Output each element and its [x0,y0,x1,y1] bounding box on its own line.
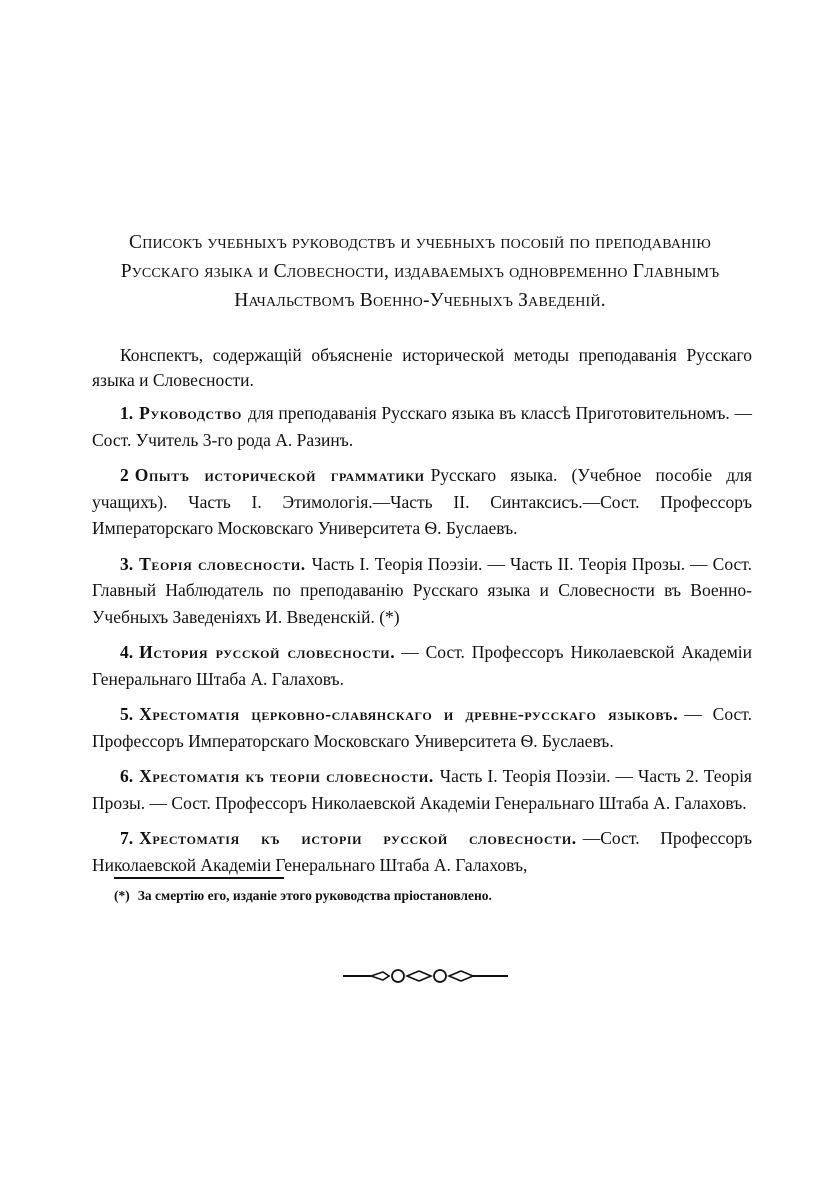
item-text: Часть I. Теорія Поэзіи. — Часть 2. Теорія Прозы. — Сост. Профессоръ Николаевской Академіи Генеральнаго Штаба А. Галаховъ. [92,766,752,813]
page-title [80,228,760,315]
item-number: 6. [120,766,134,786]
item-text: для преподаванія Русскаго языка въ классѣ Приготовительномъ. — Сост. Учитель 3-го рода А. Разинъ. [92,403,752,450]
work-title: Теорія словесности. [139,553,306,574]
item-text: Русскаго языка. (Учебное пособіе для учащихъ). Часть I. Этимологія.—Часть II. Синтаксисъ.—Сост. Профессоръ Императорскаго Московскаго Университета Ѳ. Буслаевъ. [92,465,752,538]
work-title: Хрестоматія къ теоріи словесности. [139,766,434,786]
item-text: — Сост. Профессоръ Николаевской Академіи Генеральнаго Штаба А. Галаховъ. [92,642,752,689]
item-text: —Сост. Профессоръ Николаевской Академіи Генеральнаго Штаба А. Галаховъ, [92,828,752,875]
item-number: 7. [120,828,134,848]
item-text: — Сост. Профессоръ Императорскаго Московскаго Университета Ѳ. Буслаевъ. [92,704,752,751]
item-text: Часть I. Теорія Поэзіи. — Часть II. Теорія Прозы. — Сост. Главный Наблюдатель по преподаванію Русскаго языка и Словесности въ Военно-Учебныхъ Заведеніяхъ И. Введенскій. (*) [92,553,752,627]
list-item [92,763,752,816]
list-item [92,400,752,453]
item-number: 1. [120,403,134,423]
work-title: Опытъ исторической грамматики [134,465,425,485]
footnote-text: За смертію его, изданіе этого руководства пріостановлено. [137,888,492,903]
list-item [92,825,752,878]
intro-paragraph: Конспектъ, содержащій объясненіе исторической методы преподаванія Русскаго языка и Словесности. [92,345,752,390]
footnote-rule [114,877,284,879]
list-item [92,462,752,542]
title-line-1: Списокъ учебныхъ руководствъ и учебныхъ пособій по преподаванію [129,232,711,253]
book-list [92,400,752,887]
list-item [92,639,752,692]
list-item [92,701,752,754]
item-number: 5. [120,704,134,724]
footnote-mark: (*) [114,888,130,903]
ornament-divider [343,964,508,988]
work-title: Хрестоматія церковно-славянскаго и древне-русскаго языковъ. [139,704,679,724]
work-title: Хрестоматія къ исторіи русской словесности. [139,828,577,848]
work-title: Руководство [139,403,242,423]
item-number: 3. [120,553,134,574]
list-item [92,551,752,631]
item-number: 2 [120,465,129,485]
item-number: 4. [120,642,134,662]
title-line-2: Русскаго языка и Словесности, издаваемыхъ одновременно Главнымъ [120,261,720,282]
footnote [114,886,734,906]
title-line-3: Начальствомъ Военно-Учебныхъ Заведеній. [234,290,606,311]
work-title: История русской словесности. [139,642,396,662]
